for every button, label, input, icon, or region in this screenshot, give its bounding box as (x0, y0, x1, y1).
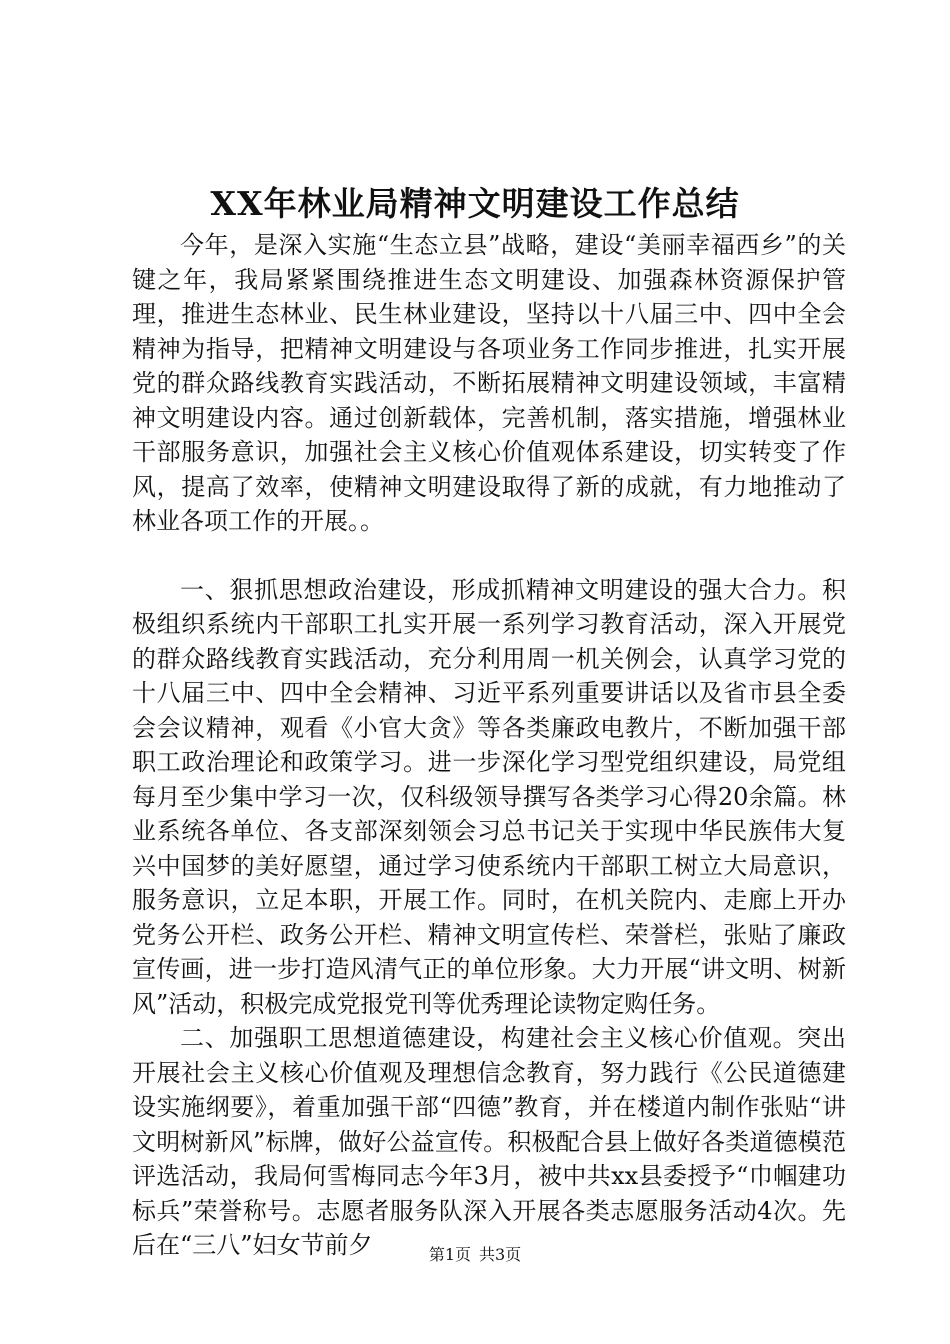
document-title: XX年林业局精神文明建设工作总结 (210, 184, 740, 224)
document-body (132, 228, 846, 1263)
paragraph-section-1: 一、狠抓思想政治建设，形成抓精神文明建设的强大合力。积极组织系统内干部职工扎实开展一系列学习教育活动，深入开展党的群众路线教育实践活动，充分利用周一机关例会，认真学习党的十八届三中、四中全会精神、习近平系列重要讲话以及省市县全委会会议精神，观看《小官大贪》等各类廉政电教片，不断加强干部职工政治理论和政策学习。进一步深化学习型党组织建设，局党组每月至少集中学习一次，仅科级领导撰写各类学习心得20余篇。林业系统各单位、各支部深刻领会习总书记关于实现中华民族伟大复兴中国梦的美好愿望，通过学习使系统内干部职工树立大局意识，服务意识，立足本职，开展工作。同时，在机关院内、走廊上开办党务公开栏、政务公开栏、精神文明宣传栏、荣誉栏，张贴了廉政宣传画，进一步打造风清气正的单位形象。大力开展“讲文明、树新风”活动，积极完成党报党刊等优秀理论读物定购任务。 (132, 575, 846, 1018)
page-total: 共3页 (479, 1245, 522, 1264)
paragraph-intro: 今年，是深入实施“生态立县”战略，建设“美丽幸福西乡”的关键之年，我局紧紧围绕推进生态文明建设、加强森林资源保护管理，推进生态林业、民生林业建设，坚持以十八届三中、四中全会精神为指导，把精神文明建设与各项业务工作同步推进，扎实开展党的群众路线教育实践活动，不断拓展精神文明建设领域，丰富精神文明建设内容。通过创新载体，完善机制，落实措施，增强林业干部服务意识，加强社会主义核心价值观体系建设，切实转变了作风，提高了效率，使精神文明建设取得了新的成就，有力地推动了林业各项工作的开展。。 (132, 231, 846, 535)
page-footer (0, 1244, 950, 1266)
page-number: 第1页 (428, 1245, 471, 1264)
paragraph-section-2: 二、加强职工思想道德建设，构建社会主义核心价值观。突出开展社会主义核心价值观及理想信念教育，努力践行《公民道德建设实施纲要》，着重加强干部“四德”教育，并在楼道内制作张贴“讲文明树新风”标牌，做好公益宣传。积极配合县上做好各类道德模范评选活动，我局何雪梅同志今年3月，被中共xx县委授予“巾帼建功标兵”荣誉称号。志愿者服务队深入开展各类志愿服务活动4次。先后在“三八”妇女节前夕 (132, 1024, 846, 1259)
